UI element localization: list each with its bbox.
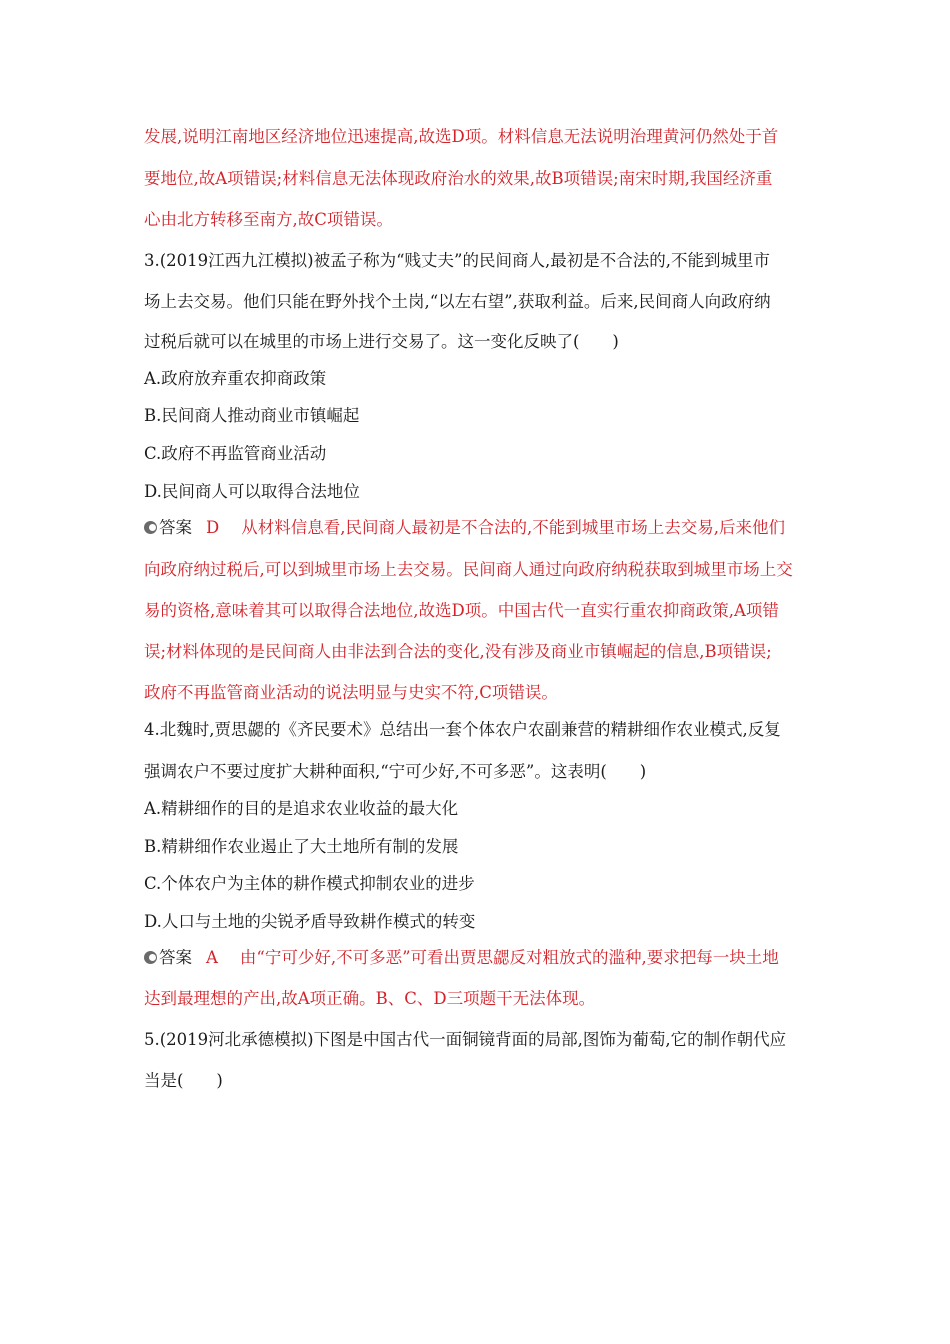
- q3-stem-line: 3.(2019江西九江模拟)被孟子称为“贱丈夫”的民间商人,最初是不合法的,不能到城里市: [144, 251, 770, 270]
- q4-option-c: C.个体农户为主体的耕作模式抑制农业的进步: [144, 874, 475, 893]
- q3-option-a: A.政府放弃重农抑商政策: [144, 369, 327, 388]
- q3-option-d: D.民间商人可以取得合法地位: [144, 482, 360, 501]
- q4-explanation-line: 由“宁可少好,不可多恶”可看出贾思勰反对粗放式的滥种,要求把每一块土地: [239, 948, 779, 967]
- q5-stem-line: 当是( ): [144, 1071, 223, 1090]
- answer-label: 答案: [159, 518, 192, 537]
- q4-explanation-line: 达到最理想的产出,故A项正确。B、C、D三项题干无法体现。: [144, 989, 596, 1008]
- q3-explanation-line: 向政府纳过税后,可以到城里市场上去交易。民间商人通过向政府纳税获取到城里市场上交: [144, 560, 793, 579]
- answer-label: 答案: [159, 948, 192, 967]
- q2-explanation-line: 要地位,故A项错误;材料信息无法体现政府治水的效果,故B项错误;南宋时期,我国经济重: [144, 169, 773, 188]
- q3-stem-line: 过税后就可以在城里的市场上进行交易了。这一变化反映了( ): [144, 332, 619, 351]
- answer-key: D: [206, 518, 220, 537]
- answer-marker-icon: [144, 951, 157, 964]
- q4-answer-line: [144, 947, 814, 969]
- q2-explanation-line: 心由北方转移至南方,故C项错误。: [144, 210, 393, 229]
- q4-option-d: D.人口与土地的尖锐矛盾导致耕作模式的转变: [144, 912, 476, 931]
- q3-option-c: C.政府不再监管商业活动: [144, 444, 327, 463]
- q4-option-a: A.精耕细作的目的是追求农业收益的最大化: [144, 799, 459, 818]
- answer-marker-icon: [144, 521, 157, 534]
- q3-answer-line: [144, 517, 814, 539]
- q3-stem-line: 场上去交易。他们只能在野外找个土岗,“以左右望”,获取利益。后来,民间商人向政府纳: [144, 292, 771, 311]
- answer-key: A: [206, 948, 218, 967]
- q4-option-b: B.精耕细作农业遏止了大土地所有制的发展: [144, 837, 459, 856]
- q3-explanation-line: 误;材料体现的是民间商人由非法到合法的变化,没有涉及商业市镇崛起的信息,B项错误;: [144, 642, 772, 661]
- q3-option-b: B.民间商人推动商业市镇崛起: [144, 406, 360, 425]
- q3-explanation-line: 易的资格,意味着其可以取得合法地位,故选D项。中国古代一直实行重农抑商政策,A项错: [144, 601, 779, 620]
- q3-explanation-line: 从材料信息看,民间商人最初是不合法的,不能到城里市场上去交易,后来他们: [241, 518, 785, 537]
- q4-stem-line: 强调农户不要过度扩大耕种面积,“宁可少好,不可多恶”。这表明( ): [144, 762, 647, 781]
- q2-explanation-line: 发展,说明江南地区经济地位迅速提高,故选D项。材料信息无法说明治理黄河仍然处于首: [144, 127, 779, 146]
- q3-explanation-line: 政府不再监管商业活动的说法明显与史实不符,C项错误。: [144, 683, 558, 702]
- q5-stem-line: 5.(2019河北承德模拟)下图是中国古代一面铜镜背面的局部,图饰为葡萄,它的制作朝代应: [144, 1030, 787, 1049]
- q4-stem-line: 4.北魏时,贾思勰的《齐民要术》总结出一套个体农户农副兼营的精耕细作农业模式,反复: [144, 720, 781, 739]
